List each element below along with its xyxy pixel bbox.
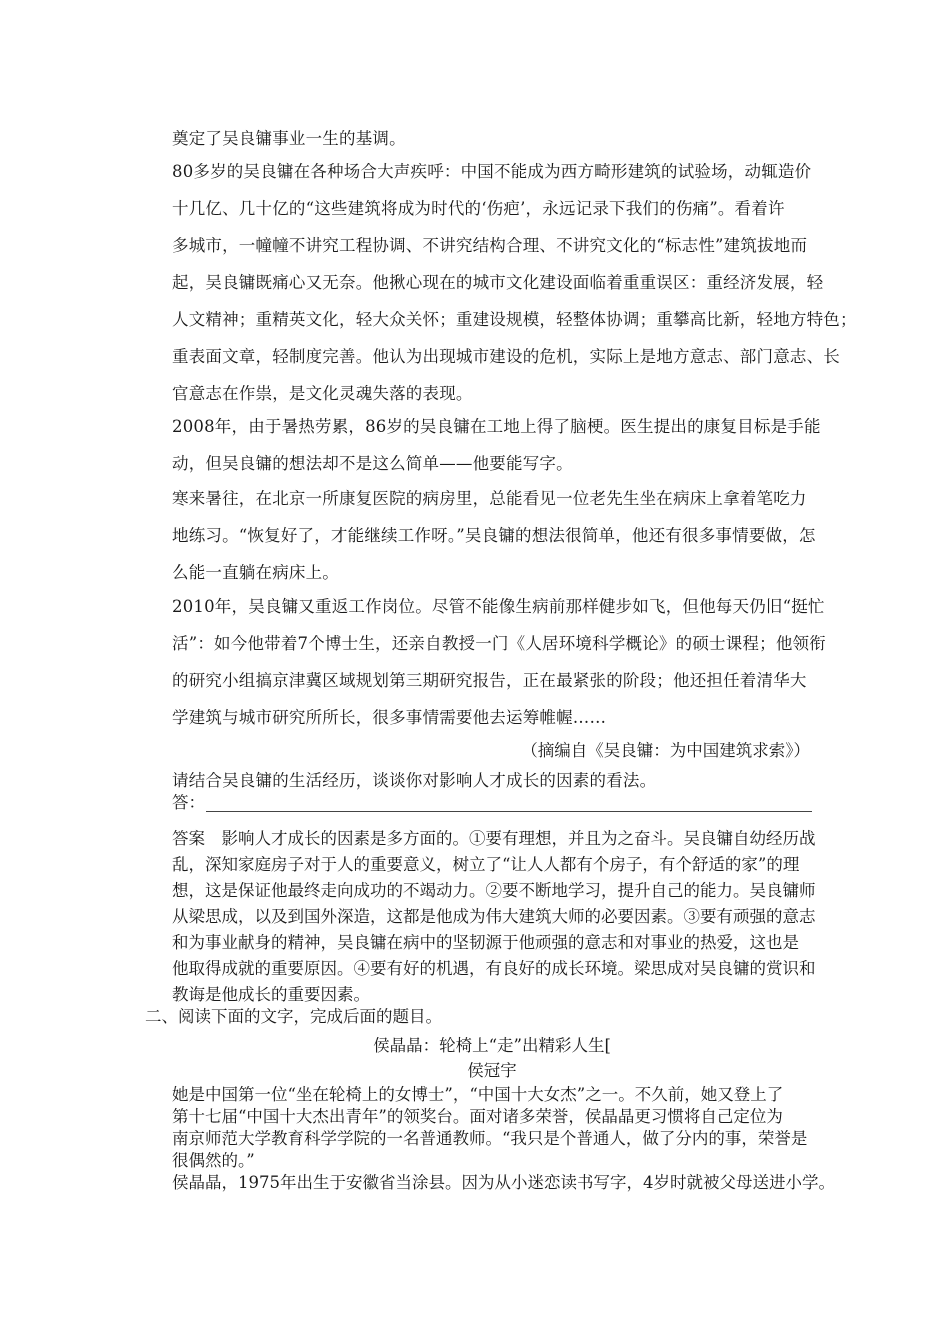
passage-line: 地练习。“恢复好了，才能继续工作呀。”吴良镛的想法很简单，他还有很多事情要做，怎: [172, 526, 816, 545]
article-line: 第十七届“中国十大杰出青年”的领奖台。面对诸多荣誉，侯晶晶更习惯将自己定位为: [172, 1107, 783, 1126]
passage-line: 官意志在作祟，是文化灵魂失落的表现。: [172, 384, 473, 403]
passage-line: 活”：如今他带着7个博士生，还亲自教授一门《人居环境科学概论》的硕士课程；他领衔: [172, 634, 826, 653]
passage-line: 的研究小组搞京津冀区域规划第三期研究报告，正在最紧张的阶段；他还担任着清华大: [172, 671, 807, 690]
passage-line: 80多岁的吴良镛在各种场合大声疾呼：中国不能成为西方畸形建筑的试验场，动辄造价: [172, 162, 812, 181]
article-body: [172, 1084, 835, 1194]
answer-line-text: 他取得成就的重要原因。④要有好的机遇，有良好的成长环境。梁思成对吴良镛的赏识和: [172, 959, 816, 978]
passage-line: 学建筑与城市研究所所长，很多事情需要他去运筹帷幄……: [172, 708, 607, 727]
article-line: 侯晶晶，1975年出生于安徽省当涂县。因为从小迷恋读书写字，4岁时就被父母送进小学。: [172, 1173, 835, 1192]
passage-line: 2010年，吴良镛又重返工作岗位。尽管不能像生病前那样健步如飞，但他每天仍旧“挺忙: [172, 597, 825, 616]
section-heading: 二、阅读下面的文字，完成后面的题目。: [145, 1007, 442, 1026]
answer-block: [172, 826, 816, 1008]
article-line: 她是中国第一位“坐在轮椅上的女博士”，“中国十大女杰”之一。不久前，她又登上了: [172, 1085, 784, 1104]
answer-line-text: 乱，深知家庭房子对于人的重要意义，树立了“让人人都有个房子，有个舒适的家”的理: [172, 855, 800, 874]
passage-line: 多城市，一幢幢不讲究工程协调、不讲究结构合理、不讲究文化的“标志性”建筑拔地而: [172, 236, 808, 255]
article-author: 侯冠宇: [467, 1061, 517, 1080]
answer-line-text: 从梁思成，以及到国外深造，这都是他成为伟大建筑大师的必要因素。③要有顽强的意志: [172, 907, 816, 926]
passage-line: 动，但吴良镛的想法却不是这么简单——他要能写字。: [172, 454, 573, 473]
passage-line: 起，吴良镛既痛心又无奈。他揪心现在的城市文化建设面临着重重误区：重经济发展，轻: [172, 273, 824, 292]
question-prompt: 请结合吴良镛的生活经历，谈谈你对影响人才成长的因素的看法。: [172, 771, 657, 790]
article-line: 南京师范大学教育科学学院的一名普通教师。“我只是个普通人，做了分内的事，荣誉是: [172, 1129, 808, 1148]
passage-line: 人文精神；重精英文化，轻大众关怀；重建设规模，轻整体协调；重攀高比新，轻地方特色；: [172, 310, 857, 329]
answer-line-text: 教诲是他成长的重要因素。: [172, 985, 370, 1004]
passage-line: 奠定了吴良镛事业一生的基调。: [172, 129, 406, 148]
source-citation: （摘编自《吴良镛：为中国建筑求索》）: [521, 741, 810, 760]
passage-line: 十几亿、几十亿的“这些建筑将成为时代的‘伤疤’，永远记录下我们的伤痛”。看着许: [172, 199, 785, 218]
passage-line: 重表面文章，轻制度完善。他认为出现城市建设的危机，实际上是地方意志、部门意志、长: [172, 347, 840, 366]
answer-label: 答：: [172, 793, 205, 812]
answer-blank[interactable]: [172, 792, 812, 816]
answer-line-text: 和为事业献身的精神，吴良镛在病中的坚韧源于他顽强的意志和对事业的热爱，这也是: [172, 933, 799, 952]
answer-line-text: 想，这是保证他最终走向成功的不竭动力。②要不断地学习，提升自己的能力。吴良镛师: [172, 881, 816, 900]
passage-line: 寒来暑往，在北京一所康复医院的病房里，总能看见一位老先生坐在病床上拿着笔吃力: [172, 489, 807, 508]
passage-line: 么能一直躺在病床上。: [172, 563, 339, 582]
article-line: 很偶然的。”: [172, 1151, 255, 1170]
article-title: 侯晶晶：轮椅上“走”出精彩人生[: [373, 1036, 611, 1055]
answer-line-text: 答案 影响人才成长的因素是多方面的。①要有理想，并且为之奋斗。吴良镛自幼经历战: [172, 829, 816, 848]
passage-line: 2008年，由于暑热劳累，86岁的吴良镛在工地上得了脑梗。医生提出的康复目标是手能: [172, 417, 821, 436]
answer-line: [206, 811, 812, 812]
